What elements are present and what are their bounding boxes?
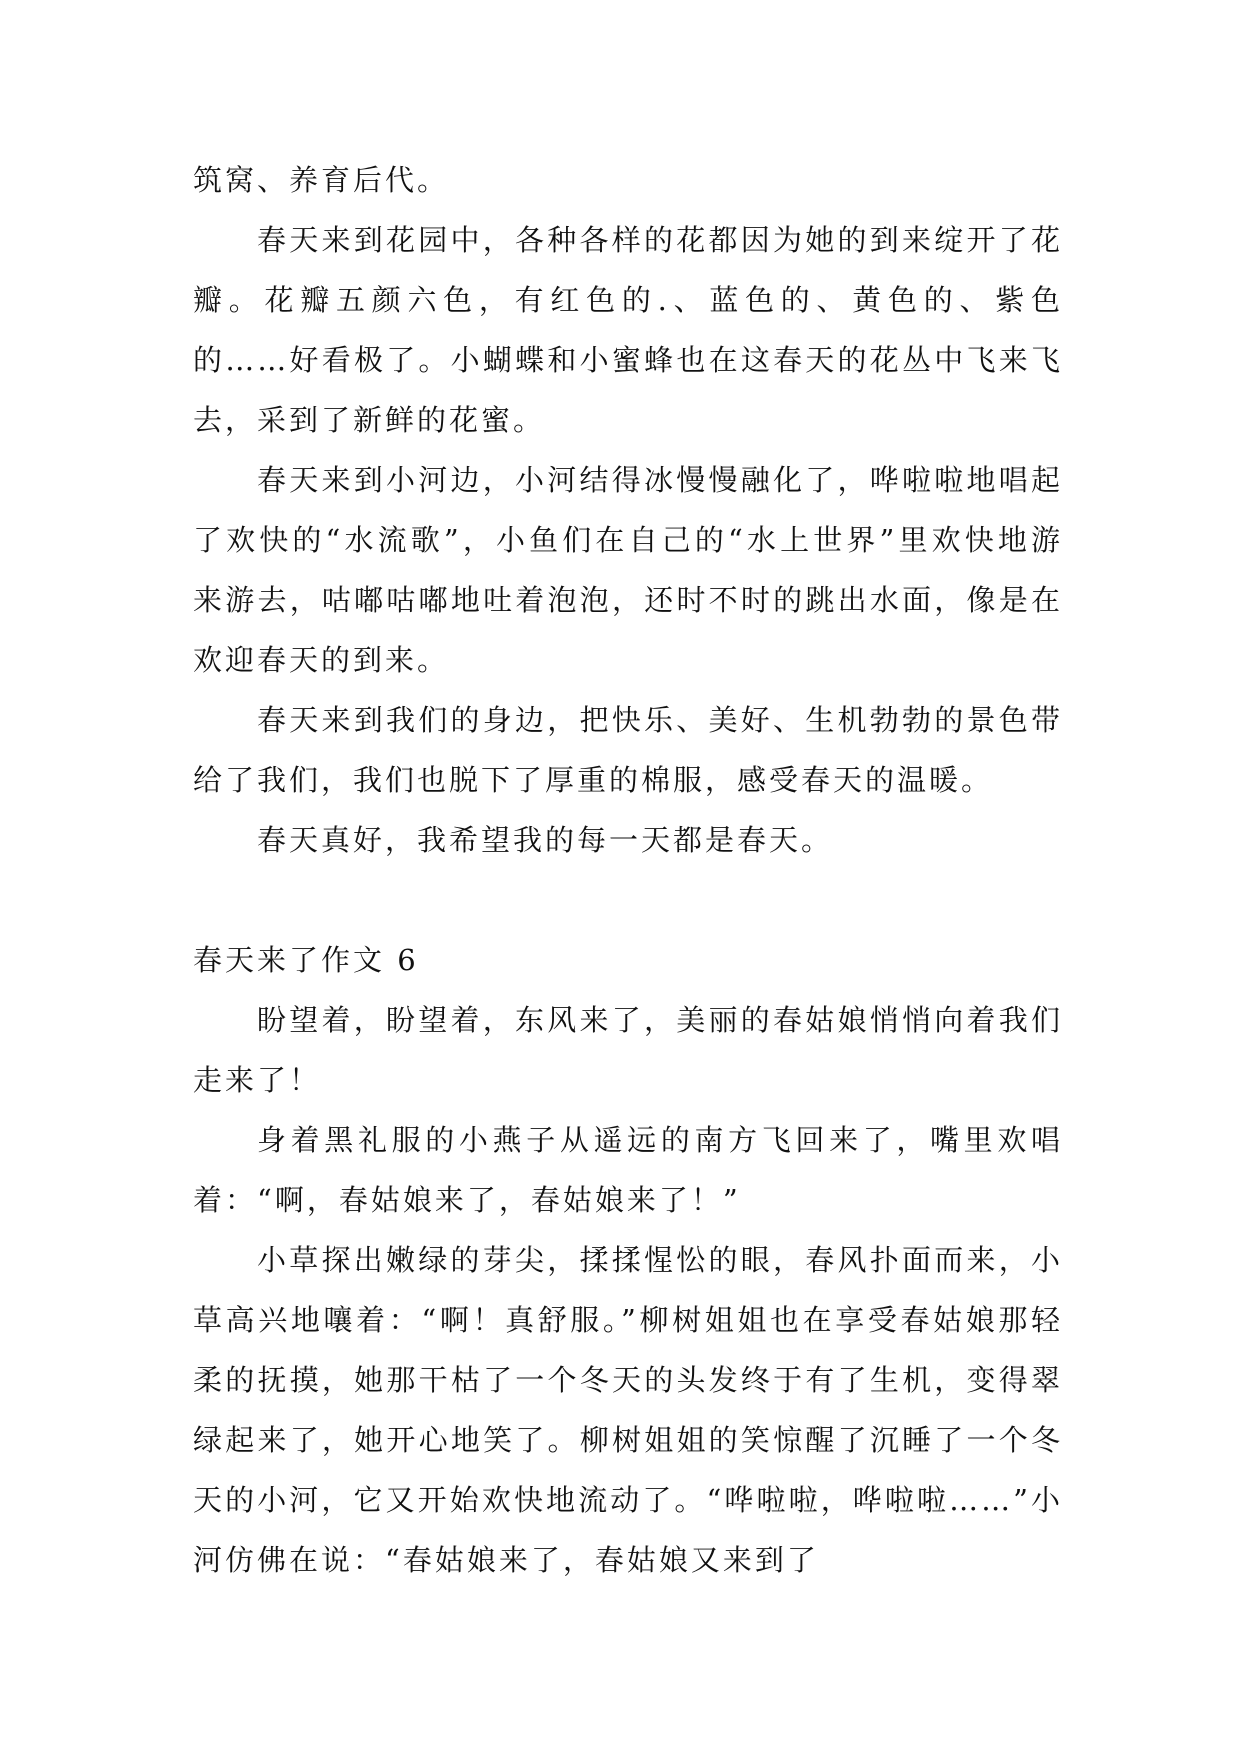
paragraph-2: 春天来到花园中，各种各样的花都因为她的到来绽开了花瓣。花瓣五颜六色，有红色的.、蓝色的、黄色的、紫色的……好看极了。小蝴蝶和小蜜蜂也在这春天的花丛中飞来飞去，采到了新鲜的花蜜。 [193, 223, 1063, 437]
paragraph-5: 春天真好，我希望我的每一天都是春天。 [257, 823, 834, 857]
paragraph-6: 盼望着，盼望着，东风来了，美丽的春姑娘悄悄向着我们走来了！ [193, 1003, 1063, 1097]
paragraph-3: 春天来到小河边，小河结得冰慢慢融化了，哗啦啦地唱起了欢快的“水流歌”，小鱼们在自己的“水上世界”里欢快地游来游去，咕嘟咕嘟地吐着泡泡，还时不时的跳出水面，像是在欢迎春天的到来。 [193, 463, 1063, 677]
paragraph-4: 春天来到我们的身边，把快乐、美好、生机勃勃的景色带给了我们，我们也脱下了厚重的棉服，感受春天的温暖。 [193, 703, 1063, 797]
document-body [193, 150, 1063, 1590]
paragraph-8: 小草探出嫩绿的芽尖，揉揉惺忪的眼，春风扑面而来，小草高兴地嚷着：“啊！真舒服。”柳树姐姐也在享受春姑娘那轻柔的抚摸，她那干枯了一个冬天的头发终于有了生机，变得翠绿起来了，她开心地笑了。柳树姐姐的笑惊醒了沉睡了一个冬天的小河，它又开始欢快地流动了。“哗啦啦，哗啦啦……”小河仿佛在说：“春姑娘来了，春姑娘又来到了 [193, 1243, 1063, 1577]
paragraph-7: 身着黑礼服的小燕子从遥远的南方飞回来了，嘴里欢唱着：“啊，春姑娘来了，春姑娘来了！” [193, 1123, 1063, 1217]
section-title: 春天来了作文 6 [193, 943, 419, 977]
paragraph-1: 筑窝、养育后代。 [193, 163, 450, 197]
